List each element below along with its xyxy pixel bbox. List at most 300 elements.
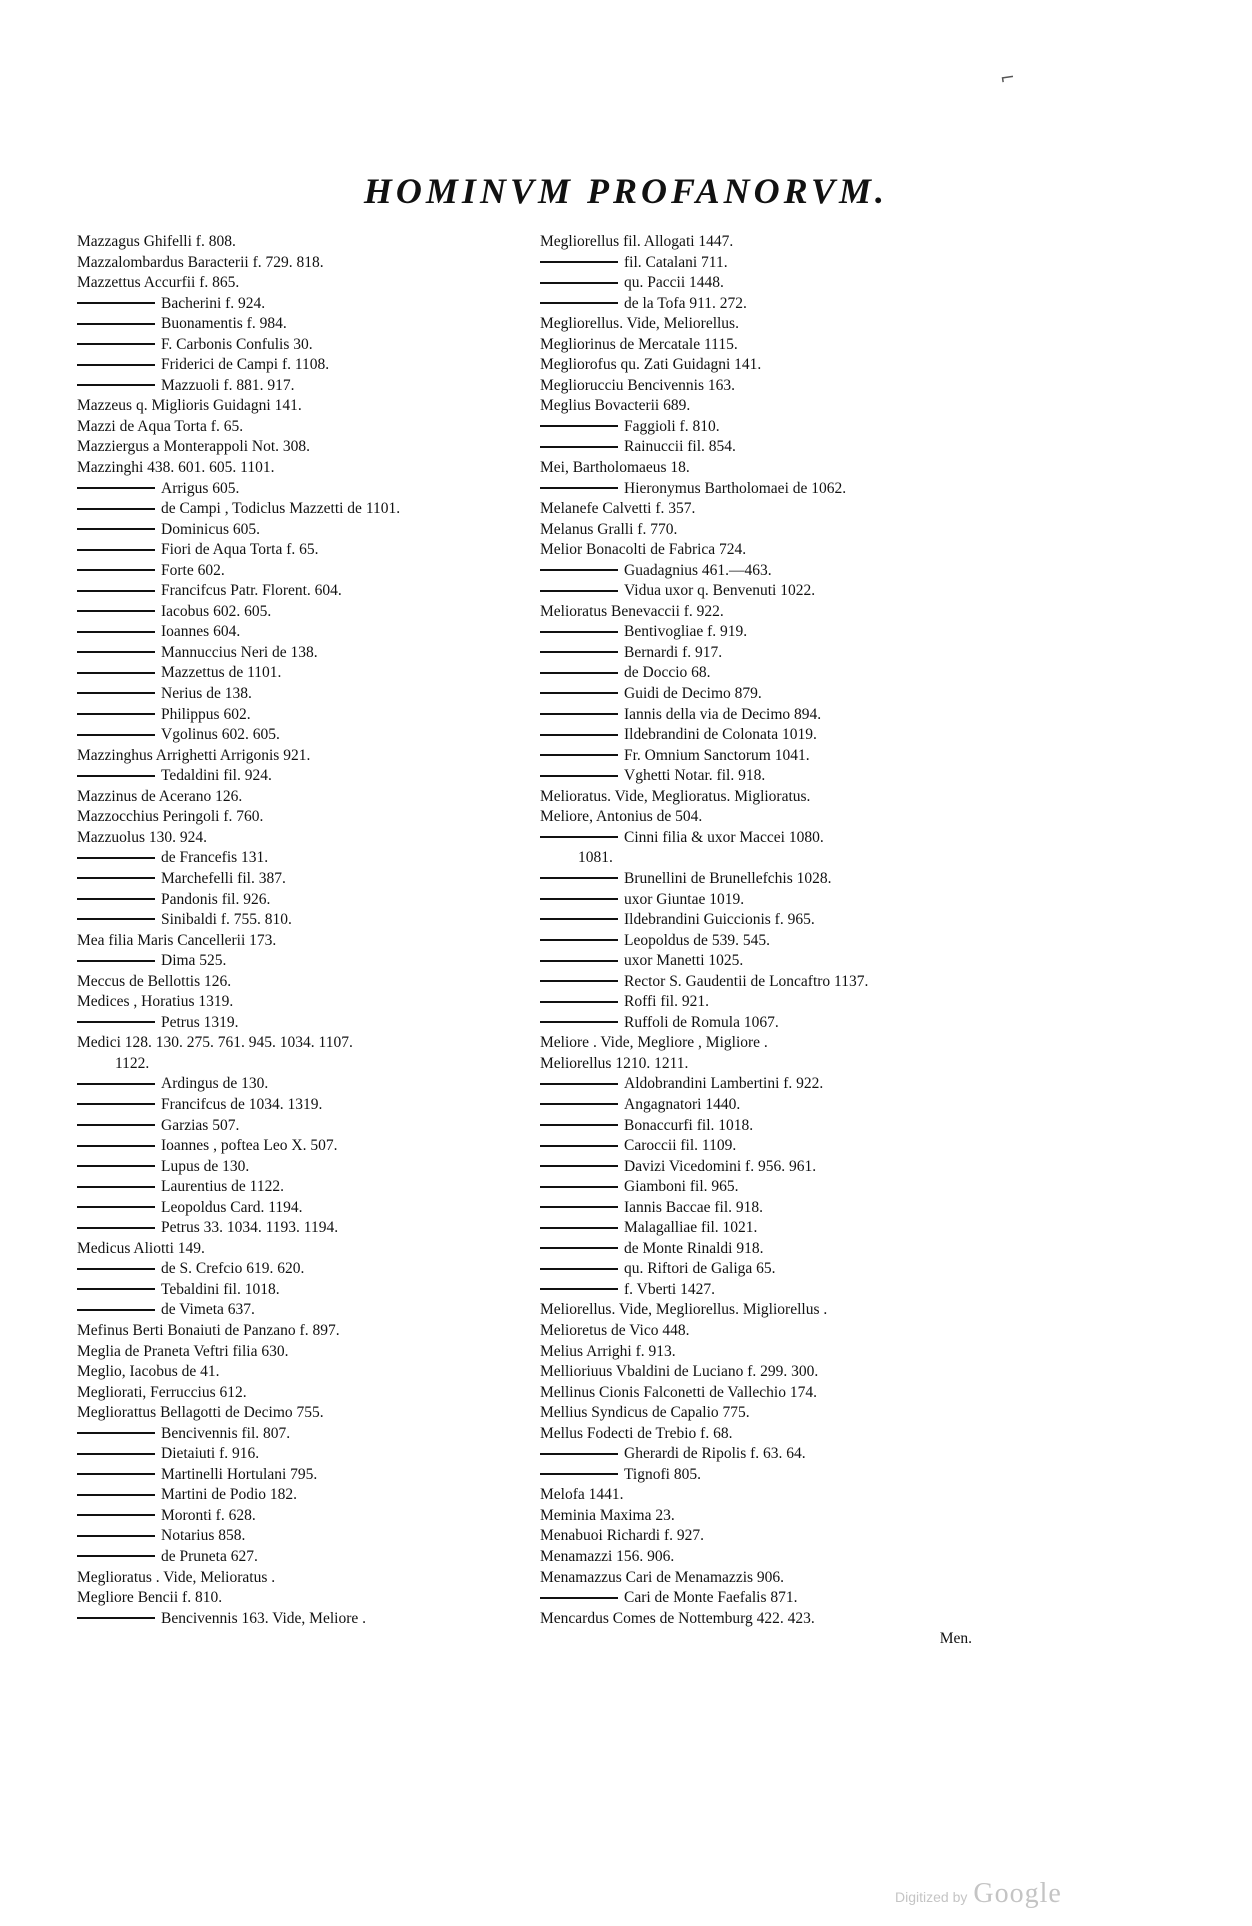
index-entry (540, 951, 980, 972)
index-entry (77, 540, 527, 561)
index-entry (77, 725, 527, 746)
index-entry-text: Mea filia Maris Cancellerii 173. (77, 931, 277, 949)
ditto-dash (77, 1494, 155, 1496)
index-entry (540, 1033, 980, 1054)
ditto-dash (540, 1124, 618, 1126)
index-entry-text: Martini de Podio 182. (161, 1486, 298, 1504)
index-entry-text: Mazzinghi 438. 601. 605. 1101. (77, 459, 275, 477)
index-entry-text: Dietaiuti f. 916. (161, 1445, 260, 1463)
index-entry (540, 1444, 980, 1465)
index-entry-text: Giamboni fil. 965. (624, 1178, 739, 1196)
index-entry (77, 1300, 527, 1321)
index-entry (540, 1506, 980, 1527)
ditto-dash (77, 775, 155, 777)
index-entry-text: Hieronymus Bartholomaei de 1062. (624, 479, 847, 497)
index-entry (540, 1013, 980, 1034)
index-entry (540, 1239, 980, 1260)
index-entry-text: Mencardus Comes de Nottemburg 422. 423. (540, 1609, 815, 1627)
index-entry-text: Megliorofus qu. Zati Guidagni 141. (540, 356, 762, 374)
index-entry (540, 499, 980, 520)
page-corner-mark: ⌐ (998, 67, 1017, 90)
ditto-dash (77, 1227, 155, 1229)
index-entry-text: Moronti f. 628. (161, 1506, 256, 1524)
ditto-dash (77, 1514, 155, 1516)
index-entry (540, 540, 980, 561)
ditto-dash (540, 775, 618, 777)
index-entry-text: Friderici de Campi f. 1108. (161, 356, 330, 374)
ditto-dash (540, 939, 618, 941)
index-entry-text: Mazzettus de 1101. (161, 664, 282, 682)
index-entry-text: Fiori de Aqua Torta f. 65. (161, 541, 319, 559)
index-entry-text: Meglia de Praneta Veftri filia 630. (77, 1342, 289, 1360)
index-entry-text: de Doccio 68. (624, 664, 711, 682)
ditto-dash (77, 1309, 155, 1311)
index-entry (77, 1054, 527, 1075)
index-entry (77, 1362, 527, 1383)
index-entry-text: Dominicus 605. (161, 520, 261, 538)
index-entry-text: Angagnatori 1440. (624, 1095, 741, 1113)
ditto-dash (77, 713, 155, 715)
index-entry (77, 1547, 527, 1568)
digitized-watermark (895, 1878, 1062, 1910)
index-entry-text: Laurentius de 1122. (161, 1178, 284, 1196)
ditto-dash (77, 960, 155, 962)
index-entry (540, 1218, 980, 1239)
index-entry (540, 828, 980, 849)
index-entry-text: Marchefelli fil. 387. (161, 869, 286, 887)
index-entry-text: Mellius Syndicus de Capalio 775. (540, 1404, 750, 1422)
index-entry (77, 1588, 527, 1609)
index-entry (540, 458, 980, 479)
ditto-dash (77, 1165, 155, 1167)
index-entry-text: Megliorati, Ferruccius 612. (77, 1383, 247, 1401)
index-entry-text: Petrus 33. 1034. 1193. 1194. (161, 1219, 339, 1237)
ditto-dash (77, 692, 155, 694)
index-entry-text: Martinelli Hortulani 795. (161, 1465, 318, 1483)
index-entry-text: de Pruneta 627. (161, 1548, 258, 1565)
index-entry (540, 1526, 980, 1547)
index-entry (540, 335, 980, 356)
index-entry-text: Menabuoi Richardi f. 927. (540, 1527, 705, 1545)
index-entry (540, 931, 980, 952)
index-entry (77, 972, 527, 993)
ditto-dash (77, 857, 155, 859)
index-entry (540, 725, 980, 746)
index-entry-text: Megliorinus de Mercatale 1115. (540, 335, 738, 353)
index-entry-text: Mazzi de Aqua Torta f. 65. (77, 417, 244, 435)
ditto-dash (77, 1453, 155, 1455)
index-entry-text: Mazzuoli f. 881. 917. (161, 376, 295, 394)
ditto-dash (540, 918, 618, 920)
index-column-right (540, 232, 980, 1650)
index-entry (77, 1485, 527, 1506)
page-title: HOMINVM PROFANORVM. (363, 171, 889, 211)
ditto-dash (540, 898, 618, 900)
index-entry-text: Mazzocchius Peringoli f. 760. (77, 808, 264, 826)
index-entry (77, 499, 527, 520)
index-entry (77, 766, 527, 787)
ditto-dash (77, 487, 155, 489)
ditto-dash (540, 1083, 618, 1085)
ditto-dash (77, 734, 155, 736)
ditto-dash (540, 836, 618, 838)
index-entry (540, 1300, 980, 1321)
ditto-dash (77, 1432, 155, 1434)
ditto-dash (77, 1555, 155, 1557)
index-entry-text: Iacobus 602. 605. (161, 602, 272, 620)
index-entry-text: Mellioriuus Vbaldini de Luciano f. 299. 300. (540, 1363, 819, 1381)
index-entry (77, 1177, 527, 1198)
index-entry-text: Men. (939, 1630, 972, 1648)
index-entry-text: Melofa 1441. (540, 1486, 624, 1504)
index-entry-text: Leopoldus Card. 1194. (161, 1198, 303, 1216)
ditto-dash (77, 631, 155, 633)
index-entry (77, 1033, 527, 1054)
index-entry (77, 581, 527, 602)
index-entry-text: de Campi , Todiclus Mazzetti de 1101. (161, 500, 401, 518)
index-entry (540, 273, 980, 294)
ditto-dash (540, 713, 618, 715)
index-entry-text: Gherardi de Ripolis f. 63. 64. (624, 1445, 806, 1463)
index-entry (77, 910, 527, 931)
index-entry (540, 1424, 980, 1445)
index-entry (77, 1321, 527, 1342)
index-entry-text: Iannis della via de Decimo 894. (624, 705, 822, 723)
index-entry (540, 746, 980, 767)
index-entry-text: Tedaldini fil. 924. (161, 767, 272, 785)
index-entry (540, 705, 980, 726)
index-entry-text: Megliorellus. Vide, Meliorellus. (540, 315, 739, 333)
index-entry (77, 396, 527, 417)
index-entry (540, 479, 980, 500)
index-entry-text: Meminia Maxima 23. (540, 1506, 675, 1524)
index-entry-text: Roffi fil. 921. (624, 993, 709, 1011)
ditto-dash (540, 261, 618, 263)
index-entry (540, 807, 980, 828)
index-entry-text: Megliorellus fil. Allogati 1447. (540, 233, 734, 250)
index-entry (77, 1465, 527, 1486)
ditto-dash (77, 1124, 155, 1126)
index-entry (540, 848, 980, 869)
index-entry (540, 437, 980, 458)
ditto-dash (540, 1165, 618, 1167)
index-entry-text: Meglioratus . Vide, Melioratus . (77, 1568, 276, 1586)
index-entry-text: Francifcus Patr. Florent. 604. (161, 582, 342, 600)
index-entry-text: Mazzeus q. Miglioris Guidagni 141. (77, 397, 302, 415)
index-entry-text: Mazzinghus Arrighetti Arrigonis 921. (77, 746, 311, 764)
ditto-dash (77, 1083, 155, 1085)
ditto-dash (540, 1473, 618, 1475)
ditto-dash (77, 672, 155, 674)
index-entry (540, 766, 980, 787)
index-entry-text: Philippus 602. (161, 705, 251, 723)
ditto-dash (540, 1206, 618, 1208)
index-entry (77, 1506, 527, 1527)
index-entry-text: Menamazzi 156. 906. (540, 1548, 675, 1565)
index-entry (540, 1629, 980, 1650)
index-entry (77, 1568, 527, 1589)
index-entry (540, 1177, 980, 1198)
ditto-dash (540, 1227, 618, 1229)
index-entry-text: Mazzalombardus Baracterii f. 729. 818. (77, 253, 324, 271)
index-entry-text: Medici 128. 130. 275. 761. 945. 1034. 1107. (77, 1034, 353, 1052)
index-entry (77, 602, 527, 623)
index-entry (540, 1568, 980, 1589)
ditto-dash (77, 508, 155, 510)
index-entry (540, 1198, 980, 1219)
index-entry-text: Melanus Gralli f. 770. (540, 520, 678, 538)
ditto-dash (540, 631, 618, 633)
index-entry (77, 273, 527, 294)
index-entry (77, 520, 527, 541)
ditto-dash (77, 590, 155, 592)
index-entry-text: Mannuccius Neri de 138. (161, 643, 318, 661)
ditto-dash (77, 1145, 155, 1147)
ditto-dash (77, 384, 155, 386)
index-entry (77, 1013, 527, 1034)
index-entry-text: Mazziergus a Monterappoli Not. 308. (77, 438, 311, 456)
ditto-dash (540, 1597, 618, 1599)
index-entry-text: Mefinus Berti Bonaiuti de Panzano f. 897. (77, 1321, 340, 1339)
index-entry-text: Francifcus de 1034. 1319. (161, 1095, 323, 1113)
ditto-dash (77, 1473, 155, 1475)
index-entry (540, 561, 980, 582)
ditto-dash (540, 692, 618, 694)
ditto-dash (540, 1001, 618, 1003)
index-entry (77, 335, 527, 356)
index-entry-text: Forte 602. (161, 561, 225, 579)
index-entry (77, 458, 527, 479)
index-entry-text: Medicus Aliotti 149. (77, 1239, 205, 1257)
index-entry (540, 1259, 980, 1280)
ditto-dash (77, 1288, 155, 1290)
index-entry-text: Sinibaldi f. 755. 810. (161, 911, 292, 929)
ditto-dash (77, 610, 155, 612)
index-entry (540, 355, 980, 376)
index-entry-text: Medices , Horatius 1319. (77, 993, 234, 1011)
index-entry-text: Mazzettus Accurfii f. 865. (77, 274, 240, 292)
index-entry (77, 376, 527, 397)
ditto-dash (77, 1535, 155, 1537)
index-entry-text: Megliorattus Bellagotti de Decimo 755. (77, 1404, 324, 1422)
index-entry (540, 417, 980, 438)
index-entry (77, 1198, 527, 1219)
index-entry (540, 232, 980, 253)
index-entry-text: Meliore . Vide, Megliore , Migliore . (540, 1034, 768, 1052)
index-entry (540, 294, 980, 315)
index-entry-text: Mei, Bartholomaeus 18. (540, 459, 690, 477)
ditto-dash (540, 734, 618, 736)
index-entry (77, 437, 527, 458)
index-entry-text: Bencivennis 163. Vide, Meliore . (161, 1609, 366, 1627)
index-entry (77, 1095, 527, 1116)
index-entry (77, 1074, 527, 1095)
index-entry-text: qu. Riftori de Galiga 65. (624, 1260, 776, 1278)
index-entry (540, 1342, 980, 1363)
index-entry (77, 1444, 527, 1465)
ditto-dash (540, 980, 618, 982)
index-entry (77, 561, 527, 582)
index-entry (77, 931, 527, 952)
ditto-dash (540, 446, 618, 448)
index-entry-text: Mazzinus de Acerano 126. (77, 787, 243, 805)
ditto-dash (540, 1021, 618, 1023)
index-entry-text: Melius Arrighi f. 913. (540, 1342, 676, 1360)
ditto-dash (77, 549, 155, 551)
ditto-dash (540, 960, 618, 962)
index-entry-text: f. Vberti 1427. (624, 1280, 715, 1298)
index-entry (540, 1485, 980, 1506)
index-entry (77, 355, 527, 376)
index-entry-text: de Monte Rinaldi 918. (624, 1239, 764, 1257)
ditto-dash (540, 569, 618, 571)
ditto-dash (540, 672, 618, 674)
index-entry (540, 581, 980, 602)
index-entry (540, 890, 980, 911)
index-entry-text: Mellus Fodecti de Trebio f. 68. (540, 1424, 733, 1442)
index-entry (540, 1280, 980, 1301)
index-entry-text: Menamazzus Cari de Menamazzis 906. (540, 1568, 785, 1586)
ditto-dash (77, 1103, 155, 1105)
index-entry (77, 951, 527, 972)
ditto-dash (77, 528, 155, 530)
index-entry-text: Meliore, Antonius de 504. (540, 808, 703, 826)
index-entry (540, 1116, 980, 1137)
index-entry-text: Davizi Vicedomini f. 956. 961. (624, 1157, 817, 1175)
index-entry (540, 520, 980, 541)
index-entry (540, 1383, 980, 1404)
index-entry (77, 705, 527, 726)
index-entry-text: Pandonis fil. 926. (161, 890, 271, 908)
index-entry-text: Mazzagus Ghifelli f. 808. (77, 233, 236, 250)
index-entry (77, 1239, 527, 1260)
index-entry-text: Cinni filia & uxor Maccei 1080. (624, 828, 824, 846)
ditto-dash (77, 569, 155, 571)
index-entry-text: Rainuccii fil. 854. (624, 438, 736, 456)
index-entry-text: Notarius 858. (161, 1527, 246, 1545)
index-entry (540, 396, 980, 417)
index-entry-text: Melanefe Calvetti f. 357. (540, 500, 696, 518)
ditto-dash (77, 898, 155, 900)
index-entry-text: Iannis Baccae fil. 918. (624, 1198, 764, 1216)
index-entry-text: Caroccii fil. 1109. (624, 1137, 737, 1155)
index-entry-text: Vidua uxor q. Benvenuti 1022. (624, 582, 816, 600)
index-entry (77, 1609, 527, 1630)
watermark-brand: Google (973, 1878, 1062, 1909)
index-entry-text: Meccus de Bellottis 126. (77, 972, 232, 990)
ditto-dash (540, 282, 618, 284)
index-entry-text: qu. Paccii 1448. (624, 274, 724, 292)
index-entry (540, 314, 980, 335)
watermark-prefix: Digitized by (895, 1889, 968, 1905)
index-entry-text: Mellinus Cionis Falconetti de Vallechio 174. (540, 1383, 817, 1401)
index-entry (77, 869, 527, 890)
index-entry (540, 1095, 980, 1116)
index-entry (540, 992, 980, 1013)
index-entry-text: Ioannes 604. (161, 623, 241, 641)
ditto-dash (77, 302, 155, 304)
index-entry-text: Megliorucciu Bencivennis 163. (540, 376, 735, 394)
ditto-dash (77, 651, 155, 653)
index-entry-text: Garzias 507. (161, 1116, 240, 1134)
index-entry-text: Bernardi f. 917. (624, 643, 723, 661)
ditto-dash (77, 918, 155, 920)
index-entry-text: uxor Manetti 1025. (624, 952, 744, 970)
index-entry-text: F. Carbonis Confulis 30. (161, 335, 313, 353)
index-entry-text: Ardingus de 130. (161, 1075, 269, 1093)
index-entry-text: Mazzuolus 130. 924. (77, 828, 208, 846)
index-entry (77, 1424, 527, 1445)
index-entry (540, 663, 980, 684)
ditto-dash (540, 1288, 618, 1290)
index-entry (540, 1321, 980, 1342)
index-entry-text: Meliorellus. Vide, Megliorellus. Migliorellus . (540, 1301, 828, 1319)
index-entry (77, 1342, 527, 1363)
index-entry (77, 1383, 527, 1404)
index-entry-text: Dima 525. (161, 952, 227, 970)
index-entry (77, 643, 527, 664)
index-entry-text: fil. Catalani 711. (624, 253, 728, 271)
ditto-dash (540, 651, 618, 653)
ditto-dash (540, 754, 618, 756)
index-entry (77, 746, 527, 767)
ditto-dash (540, 425, 618, 427)
index-entry-text: de la Tofa 911. 272. (624, 294, 747, 312)
ditto-dash (540, 1186, 618, 1188)
index-entry-text: Megliore Bencii f. 810. (77, 1589, 223, 1607)
index-entry-text: Lupus de 130. (161, 1157, 250, 1175)
index-entry (540, 622, 980, 643)
ditto-dash (540, 487, 618, 489)
index-entry-text: Ildebrandini de Colonata 1019. (624, 726, 817, 744)
index-entry-text: Brunellini de Brunellefchis 1028. (624, 869, 832, 887)
index-entry (540, 1074, 980, 1095)
ditto-dash (540, 1453, 618, 1455)
index-entry (77, 253, 527, 274)
index-entry-text: de Francefis 131. (161, 849, 269, 867)
index-entry (77, 622, 527, 643)
index-entry (77, 848, 527, 869)
index-entry-text: Melioratus. Vide, Meglioratus. Miglioratus. (540, 787, 811, 805)
index-entry-text: Meliorellus 1210. 1211. (540, 1054, 689, 1072)
index-entry (540, 1362, 980, 1383)
index-entry (77, 663, 527, 684)
ditto-dash (77, 343, 155, 345)
index-entry-text: Guadagnius 461.—463. (624, 561, 772, 579)
index-entry-text: Meglius Bovacterii 689. (540, 397, 691, 415)
index-entry (77, 294, 527, 315)
index-entry (540, 253, 980, 274)
index-entry (77, 1403, 527, 1424)
index-entry (540, 376, 980, 397)
ditto-dash (540, 877, 618, 879)
index-entry-text: Ildebrandini Guiccionis f. 965. (624, 911, 815, 929)
ditto-dash (540, 590, 618, 592)
ditto-dash (77, 323, 155, 325)
index-entry (77, 828, 527, 849)
index-entry (540, 1465, 980, 1486)
index-entry (77, 1526, 527, 1547)
index-entry-text: Tebaldini fil. 1018. (161, 1280, 280, 1298)
index-entry (77, 232, 527, 253)
index-entry (540, 602, 980, 623)
index-entry-text: Vgolinus 602. 605. (161, 726, 280, 744)
index-entry (77, 479, 527, 500)
index-entry-text: Petrus 1319. (161, 1013, 239, 1031)
index-entry-text: Buonamentis f. 984. (161, 315, 287, 333)
index-entry-text: Bonaccurfi fil. 1018. (624, 1116, 754, 1134)
index-entry (77, 1116, 527, 1137)
